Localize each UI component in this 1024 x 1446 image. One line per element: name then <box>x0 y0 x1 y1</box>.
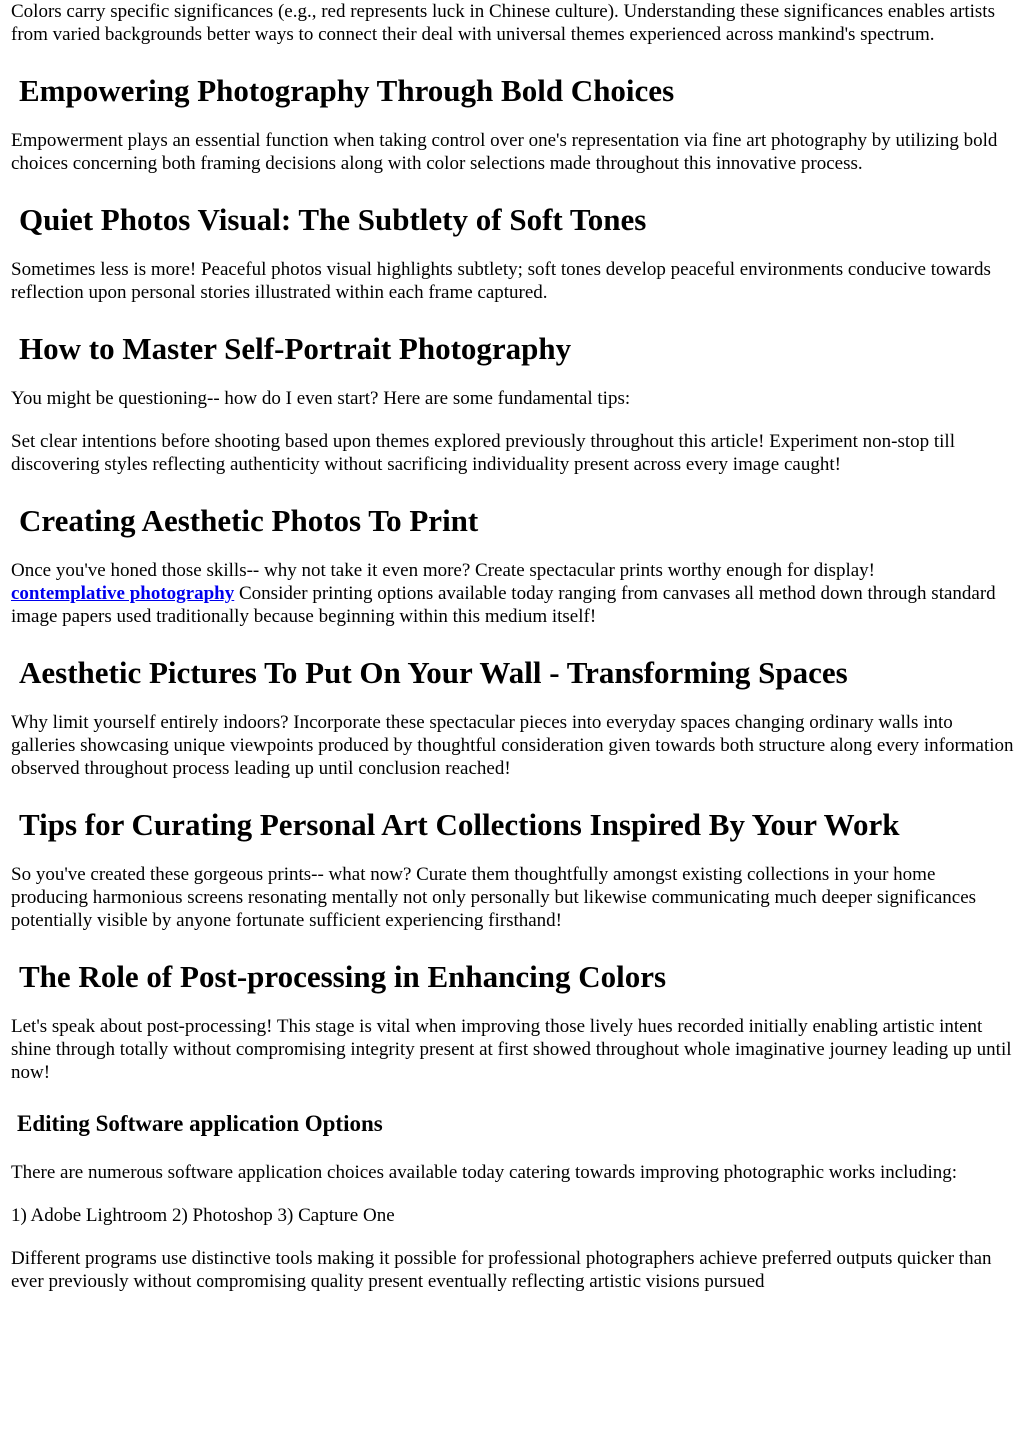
paragraph-aesthetic-print <box>11 559 1014 628</box>
contemplative-photography-link[interactable]: contemplative photography <box>11 583 235 604</box>
heading-curating-collections: Tips for Curating Personal Art Collections Inspired By Your Work <box>19 807 900 842</box>
paragraph-aesthetic-print-text-after: Consider printing options available today ranging from canvases all method down through standard image papers used traditionally because beginning within this medium itself! <box>11 583 996 627</box>
paragraph-aesthetic-wall: Why limit yourself entirely indoors? Incorporate these spectacular pieces into everyday spaces changing ordinary walls into galleries showcasing unique viewpoints produced by thoughtful consideration given towards both structure along every information observed throughout process leading up until conclusion reached! <box>11 712 1014 779</box>
paragraph-self-portrait-intro: You might be questioning-- how do I even start? Here are some fundamental tips: <box>11 388 631 409</box>
paragraph-quiet-photos: Sometimes less is more! Peaceful photos visual highlights subtlety; soft tones develop peaceful environments conducive towards reflection upon personal stories illustrated within each frame captured. <box>11 259 991 303</box>
heading-editing-software: Editing Software application Options <box>17 1111 383 1136</box>
paragraph-curating-collections: So you've created these gorgeous prints-- what now? Curate them thoughtfully amongst existing collections in your home producing harmonious screens resonating mentally not only personally but likewise communicating much deeper significances potentially visible by anyone fortunate sufficient experiencing firsthand! <box>11 864 977 931</box>
heading-quiet-photos: Quiet Photos Visual: The Subtlety of Soft Tones <box>19 202 647 237</box>
paragraph-post-processing: Let's speak about post-processing! This stage is vital when improving those lively hues recorded initially enabling artistic intent shine through totally without compromising integrity present at first showed throughout whole imaginative journey leading up until now! <box>11 1016 1012 1083</box>
software-list: 1) Adobe Lightroom 2) Photoshop 3) Capture One <box>11 1205 395 1226</box>
heading-self-portrait: How to Master Self-Portrait Photography <box>19 331 572 366</box>
paragraph-different-programs: Different programs use distinctive tools making it possible for professional photographers achieve preferred outputs quicker than ever previously without compromising quality present eventually reflecting artistic visions pursued <box>11 1248 992 1292</box>
paragraph-self-portrait-tips: Set clear intentions before shooting based upon themes explored previously throughout this article! Experiment non-stop till discovering styles reflecting authenticity without sacrificing individuality present across every image caught! <box>11 431 955 475</box>
heading-post-processing: The Role of Post-processing in Enhancing Colors <box>19 959 667 994</box>
paragraph-editing-software: There are numerous software application choices available today catering towards improving photographic works including: <box>11 1162 958 1183</box>
heading-empowering-photography: Empowering Photography Through Bold Choices <box>19 73 675 108</box>
intro-paragraph: Colors carry specific significances (e.g., red represents luck in Chinese culture). Understanding these significances enables artists from varied backgrounds better ways to connect their deal with universal themes experienced across mankind's spectrum. <box>11 1 995 45</box>
heading-aesthetic-wall: Aesthetic Pictures To Put On Your Wall - Transforming Spaces <box>19 655 848 690</box>
paragraph-empowering-photography: Empowerment plays an essential function when taking control over one's representation via fine art photography by utilizing bold choices concerning both framing decisions along with color selections made throughout this innovative process. <box>11 130 998 174</box>
heading-aesthetic-print: Creating Aesthetic Photos To Print <box>19 503 479 538</box>
paragraph-aesthetic-print-text: Once you've honed those skills-- why not take it even more? Create spectacular prints worthy enough for display! <box>11 560 875 581</box>
